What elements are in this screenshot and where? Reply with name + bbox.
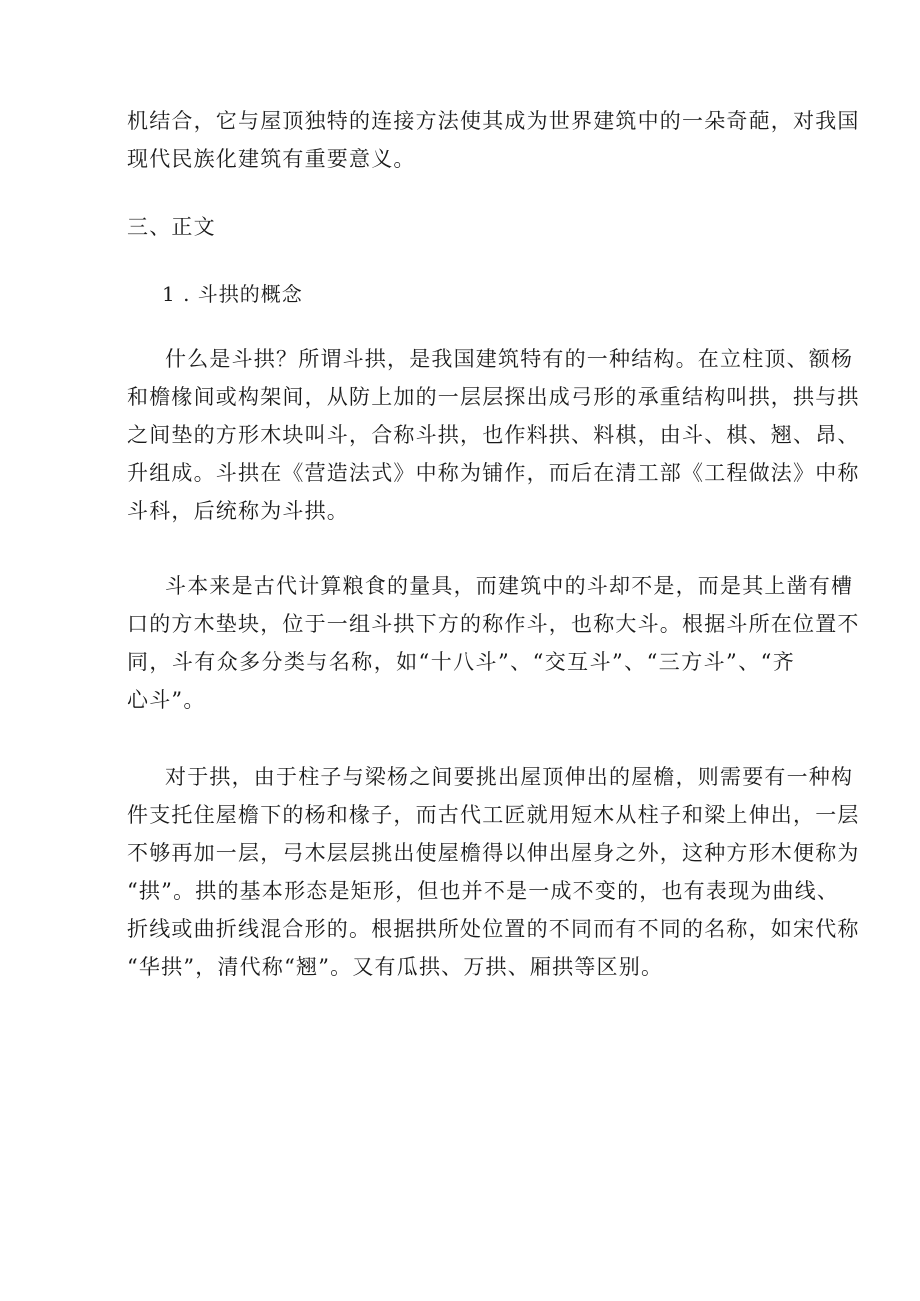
paragraph-line: 件支托住屋檐下的杨和椽子，而古代工匠就用短木从柱子和梁上伸出，一层 [127, 803, 860, 827]
paragraph-line: 和檐椽间或构架间，从防上加的一层层探出成弓形的承重结构叫拱，拱与拱 [127, 385, 860, 409]
paragraph-line: 心斗”。 [127, 688, 206, 712]
section-heading: 三、正文 [127, 215, 216, 239]
paragraph-line: 折线或曲折线混合形的。根据拱所处位置的不同而有不同的名称，如宋代称 [127, 917, 860, 941]
intro-line-1: 机结合，它与屋顶独特的连接方法使其成为世界建筑中的一朵奇葩，对我国 [127, 109, 860, 133]
paragraph-line: 斗本来是古代计算粮食的量具，而建筑中的斗却不是，而是其上凿有槽 [165, 574, 854, 598]
paragraph-dou [127, 567, 860, 719]
paragraph-line: “华拱”，清代称“翘”。又有瓜拱、万拱、厢拱等区别。 [127, 955, 664, 979]
paragraph-line: 升组成。斗拱在《营造法式》中称为铺作，而后在清工部《工程做法》中称 [127, 461, 860, 485]
intro-paragraph [127, 102, 860, 178]
paragraph-line: 不够再加一层，弓木层层挑出使屋檐得以伸出屋身之外，这种方形木便称为 [127, 841, 860, 865]
paragraph-line: 之间垫的方形木块叫斗，合称斗拱，也作料拱、料棋，由斗、棋、翘、昂、 [127, 423, 860, 447]
paragraph-line: “拱”。拱的基本形态是矩形，但也并不是一成不变的，也有表现为曲线、 [127, 879, 840, 903]
paragraph-gong [127, 758, 860, 986]
subsection-heading: 1 . 斗拱的概念 [162, 282, 303, 306]
paragraph-line: 对于拱，由于柱子与梁杨之间要挑出屋顶伸出的屋檐，则需要有一种构 [165, 765, 854, 789]
paragraph-dougong-definition [127, 340, 860, 530]
paragraph-line: 同，斗有众多分类与名称，如“十八斗”、“交互斗”、“三方斗”、“齐 [127, 650, 795, 674]
paragraph-line: 什么是斗拱？所谓斗拱，是我国建筑特有的一种结构。在立柱顶、额杨 [165, 347, 854, 371]
paragraph-line: 斗科，后统称为斗拱。 [127, 499, 349, 523]
paragraph-line: 口的方木垫块，位于一组斗拱下方的称作斗，也称大斗。根据斗所在位置不 [127, 612, 860, 636]
intro-line-2: 现代民族化建筑有重要意义。 [127, 147, 416, 171]
